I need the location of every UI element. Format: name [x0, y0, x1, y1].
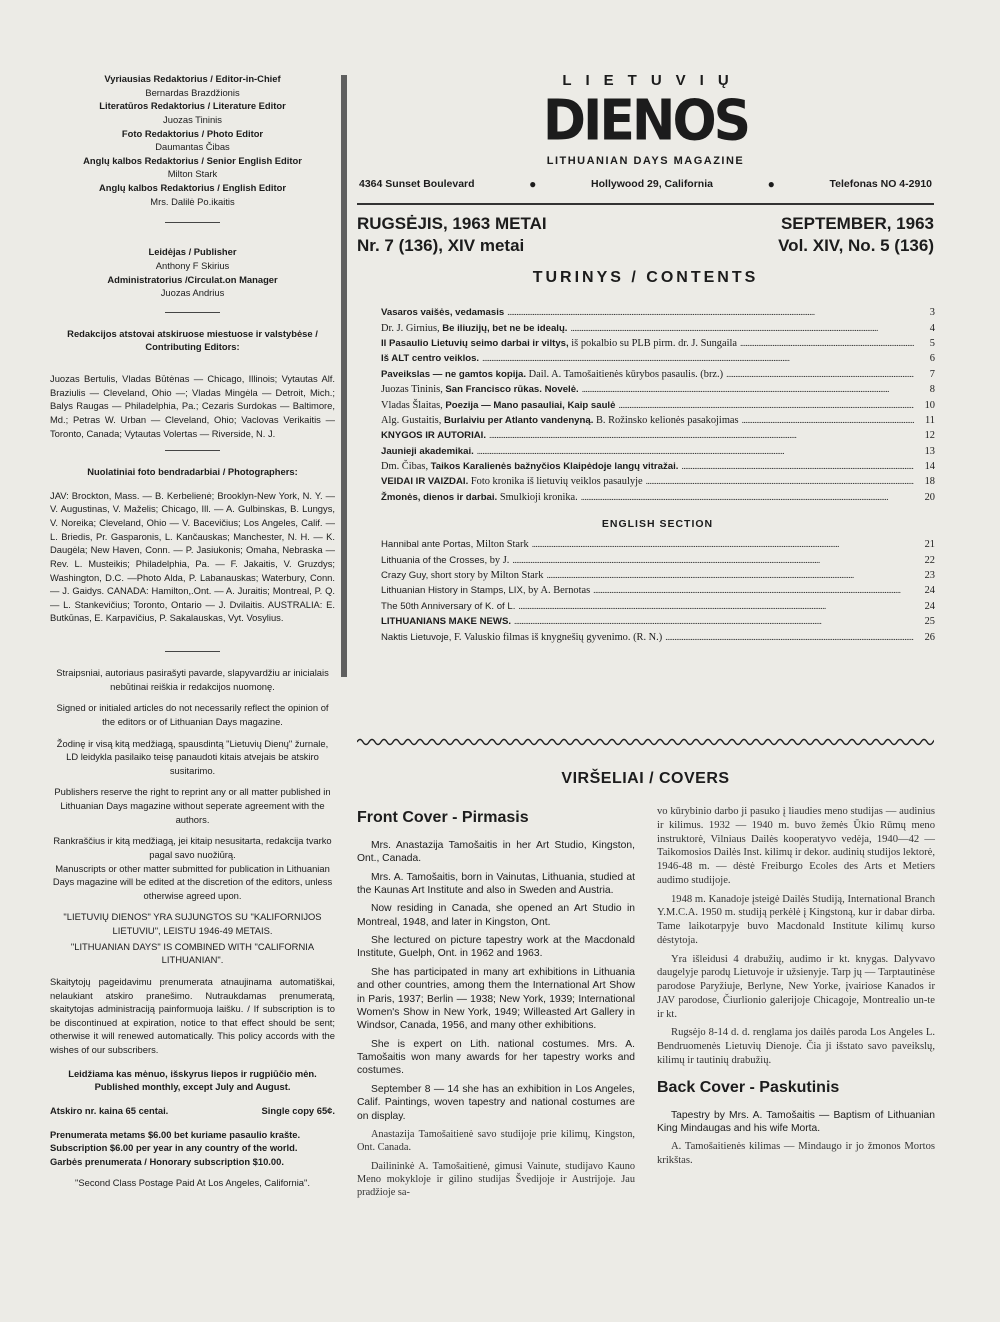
toc-entry[interactable] [381, 369, 935, 384]
toc-page: 4 [929, 322, 935, 334]
notice-en-reprint: Publishers reserve the right to reprint any or all matter published in Lithuanian Days magazine without seperate agreement with the authors. [54, 786, 331, 825]
toc-title: Iš ALT centro veiklos. [381, 353, 480, 365]
toc-page: 8 [929, 384, 935, 396]
toc-leader [482, 353, 914, 364]
toc-leader [665, 632, 914, 643]
front-cover-paragraph: She has participated in many art exhibitions in Lithuania and other countries, among them the International Art Show in Paris, 1937; Berlin — 1938; New York, 1939; International Women's Show in New York, 1949; Willeasted Art Gallery in Windsor, Canada, 1956, and many other exhibitions. [357, 966, 635, 1032]
staff-name: Juozas Tininis [163, 113, 222, 125]
price-en: Single copy 65¢. [261, 1104, 335, 1116]
toc-title: Hannibal ante Portas, [381, 539, 474, 551]
staff-name: Daumantas Čibas [155, 141, 230, 153]
front-cover-column [357, 808, 635, 1205]
toc-title: Crazy Guy, [381, 570, 429, 582]
toc-page: 6 [929, 353, 935, 365]
issue-number-lt: Nr. 7 (136), XIV metai [357, 236, 525, 256]
toc-title: Lithuanian History in Stamps, LIX, [381, 585, 526, 597]
toc-leader [512, 555, 914, 566]
back-cover-caption-lt: A. Tamošaitienės kilimas — Mindaugo ir jo žmonos Mortos krikštas. [657, 1141, 935, 1167]
cover-description-column [657, 805, 935, 1173]
toc-entry[interactable] [381, 492, 935, 507]
notice-lt-reprint: Žodinę ir visą kitą medžiagą, spausdintą "Lietuvių Dienų" žurnale, LD leidykla pasilaiko teisę panaudoti kitais atvejais be atskiro susitarimo. [56, 737, 329, 776]
toc-detail: F. Valuskio filmas iš knygnešių gyvenimo. (R. N.) [451, 631, 663, 643]
toc-entry[interactable] [381, 430, 935, 445]
cover-paragraph-lt: vo kūrybinio darbo ji pasuko į liaudies meno studijas — audinius ir kilimus. 1932 — 1940 m. buvo žemės Ūkio Rūmų meno instruktorė, Vilniaus Dailės kooperatyvo vedėja, 1940—42 — Taikomosios Dailės Inst. kilimų ir dekor. audinių studijos lektorė, 1946-48 m. — dėstė Freiburgo Ecoles des Arts et Metiers audimo studijoje. [657, 806, 935, 886]
staff-role: Foto Redaktorius / Photo Editor [121, 127, 264, 139]
price-lt: Atskiro nr. kaina 65 centai. [50, 1104, 169, 1116]
notice-lt-manuscripts: Rankraščius ir kitą medžiagą, jei kitaip nesusitarta, redakcija tvarko pagal savo nuožiūrą. [53, 835, 332, 860]
toc-detail: short story by Milton Stark [428, 570, 544, 582]
toc-detail: by J. [487, 554, 510, 566]
toc-page: 24 [924, 600, 935, 612]
toc-entry[interactable] [381, 476, 935, 491]
toc-leader [582, 384, 914, 395]
toc-leader [507, 307, 914, 318]
toc-entry[interactable] [381, 585, 935, 600]
toc-leader [742, 415, 914, 426]
toc-leader [740, 338, 914, 349]
toc-title: Taikos Karalienės bažnyčios Klaipėdoje langų vitražai. [430, 461, 679, 473]
toc-page: 11 [924, 414, 935, 426]
toc-entry[interactable] [381, 446, 935, 461]
front-cover-paragraph-lt: Dailininkė A. Tamošaitienė, gimusi Vainute, studijavo Kauno Meno mokykloje ir gilino studijas Švedijoje ir Austrijoje. Jau pradžioje sa- [357, 1160, 635, 1199]
contributing-editors-heading: Redakcijos atstovai atskiruose miestuose ir valstybėse / Contributing Editors: [67, 327, 318, 353]
covers-title: VIRŠELIAI / COVERS [561, 770, 730, 787]
phone-number: Telefonas NO 4-2910 [829, 178, 932, 190]
notice-publication-schedule: Leidžiama kas mėnuo, išskyrus liepos ir rugpiūčio mėn. Published monthly, except July and August. [68, 1067, 317, 1093]
staff-name: Juozas Andrius [160, 287, 225, 299]
issue-number-en: Vol. XIV, No. 5 (136) [778, 236, 934, 256]
staff-name: Bernardas Brazdžionis [145, 86, 240, 98]
notice-en-signed: Signed or initialed articles do not necessarily reflect the opinion of the editors or of Lithuanian Days magazine. [56, 702, 329, 727]
cover-paragraph-lt: Yra išleidusi 4 drabužių, audimo ir kt. knygas. Dalyvavo daugelyje parodų Lietuvoje ir užsienyje. Tarp jų — Tarptautinėse parodose Paryžiuje, Berlyne, New Yorke, įvairiose Kanados ir JAV parodose, Čiurlionio galerijoje Chicagoje, Montrealio un-te ir kt. [657, 953, 935, 1020]
masthead-column [50, 72, 335, 1190]
toc-detail: Foto kronika iš lietuvių veiklos pasaulyje [468, 476, 643, 488]
staff-role: Leidėjas / Publisher [148, 246, 237, 258]
toc-leader [593, 585, 914, 596]
english-section-heading: ENGLISH SECTION [601, 518, 714, 531]
back-cover-heading: Back Cover - Paskutinis [657, 1078, 840, 1096]
toc-title: Paveikslas — ne gamtos kopija. [381, 368, 527, 380]
toc-page: 5 [929, 337, 935, 349]
toc-title: Be iliuzijų, bet ne be idealų. [442, 322, 568, 334]
toc-entry[interactable] [381, 555, 935, 570]
front-cover-caption: Mrs. Anastazija Tamošaitis in her Art Studio, Kingston, Ont., Canada. [357, 839, 635, 865]
toc-entry[interactable] [381, 461, 935, 476]
issue-date-en: SEPTEMBER, 1963 [780, 214, 934, 233]
toc-leader [518, 601, 914, 612]
front-cover-paragraph: September 8 — 14 she has an exhibition in Los Angeles, Calif. Paintings, woven tapestry and national costumes are on display. [357, 1083, 635, 1122]
toc-entry[interactable] [381, 539, 935, 554]
back-cover-caption: Tapestry by Mrs. A. Tamošaitis — Baptism of Lithuanian King Mindaugas and his wife Morta. [657, 1109, 935, 1134]
toc-leader [546, 570, 914, 581]
staff-role: Anglų kalbos Redaktorius / English Editor [98, 182, 286, 193]
contents-column [357, 72, 934, 647]
divider [165, 312, 220, 313]
toc-entry[interactable] [381, 415, 935, 430]
toc-detail: by A. Bernotas [525, 585, 591, 597]
toc-entry[interactable] [381, 632, 935, 647]
address-street: 4364 Sunset Boulevard [359, 178, 475, 190]
toc-title: II Pasaulio Lietuvių seimo darbai ir viltys, [381, 337, 569, 349]
toc-leader [646, 476, 914, 487]
toc-page: 3 [929, 307, 935, 319]
toc-page: 7 [929, 368, 935, 380]
cover-paragraph-lt: Rugsėjo 8-14 d. d. renglama jos dailės paroda Los Angeles L. Bendruomenės Lietuvių Dienoje. Čia ji išstato savo paveikslų, kilimų ir tautinių drabužių. [657, 1027, 935, 1067]
toc-entry[interactable] [381, 323, 935, 338]
cover-paragraph-lt: 1948 m. Kanadoje įsteigė Dailės Studiją, International Branch Y.M.C.A. 1950 m. studiją perkėlė į Kingstoną, kur ir dabar dirba. Tame laikotarpyje buvo Macdonald Institute kilimų kurso dėstytoja. [657, 893, 935, 946]
subscription-lt: Prenumerata metams $6.00 bet kuriame pasaulio krašte. [50, 1128, 301, 1140]
toc-page: 12 [924, 430, 935, 442]
bullet-icon: ● [767, 177, 775, 191]
toc-author: Juozas Tininis, [381, 384, 446, 396]
toc-page: 23 [924, 570, 935, 582]
toc-page: 25 [924, 616, 935, 628]
staff-role: Administratorius /Circulat.on Manager [107, 273, 278, 285]
front-cover-heading: Front Cover - Pirmasis [357, 809, 529, 826]
magazine-logo [357, 72, 934, 167]
toc-title: Lithuania of the Crosses, [381, 554, 488, 566]
toc-entry[interactable] [381, 601, 935, 616]
toc-title: San Francisco rūkas. Novelė. [445, 384, 579, 396]
toc-page: 24 [924, 585, 935, 597]
staff-name: Milton Stark [167, 168, 218, 180]
front-cover-paragraph: Now residing in Canada, she opened an Art Studio in Montreal, 1948, and later in Kingston, Ont. [357, 903, 635, 928]
staff-role: Anglų kalbos Redaktorius / Senior English Editor [83, 154, 302, 166]
publisher-staff [50, 245, 335, 300]
wavy-divider [357, 736, 934, 748]
issue-date-lt: RUGSĖJIS, 1963 METAI [357, 214, 547, 233]
toc-entry[interactable] [381, 384, 935, 399]
front-cover-paragraph: Mrs. A. Tamošaitis, born in Vainutas, Lithuania, studied at the Kaunas Art Institute and also in Sweden and Austria. [357, 871, 635, 896]
toc-entry[interactable] [381, 353, 935, 368]
table-of-contents [381, 307, 935, 507]
toc-entry[interactable] [381, 338, 935, 353]
toc-title: Naktis Lietuvoje, [381, 631, 452, 643]
toc-title: Jaunieji akademikai. [381, 445, 474, 457]
notice-en-combined: "LITHUANIAN DAYS" IS COMBINED WITH "CALIFORNIA LITHUANIAN". [70, 940, 315, 966]
toc-detail: Dail. A. Tamošaitienės kūrybos pasaulis. (brz.) [526, 368, 724, 380]
photographers-text: JAV: Brockton, Mass. — B. Kerbelienė; Brooklyn-New York, N. Y. — V. Augustinas, V. Maželis; Chicago, Ill. — A. Gulbinskas, B. Lungys, V. Noreika; Cleveland, Ohio — V. Bacevičius; Los Angeles, Calif. — L. Briedis, Pr. Gasparonis, L. Kančauskas; Manchester, N. H. — K. Daugėla; New Haven, Conn. — P. Jasiukonis; Omaha, Nebraska — Rev. L. Musteikis; Philadelphia, Pa. — F. Jakaitis, V. Gruzdys; Washington, D.C. —Photo Alda, P. Labanauskas; Waterbury, Conn. — J. Gaidys. CANADA: Hamilton,.Ont. — A. Juraitis; Montreal, P. Q. — L. Stankevičius; Toronto, Ontario — J. Dvilaitis. AUSTRALIA: E. Butkūnas, E. Karpavičius, P. Sakalauskas, Vyt. Vosylius. [50, 489, 335, 624]
toc-author: Alg. Gustaitis, [381, 414, 444, 426]
toc-title: LITHUANIANS MAKE NEWS. [381, 616, 512, 628]
bullet-icon: ● [529, 177, 537, 191]
divider [357, 203, 934, 205]
toc-title: KNYGOS IR AUTORIAI. [381, 430, 487, 442]
toc-title: Poezija — Mano pasauliai, Kaip saulė [445, 399, 616, 411]
toc-author: Dr. J. Girnius, [381, 322, 443, 334]
toc-entry[interactable] [381, 616, 935, 631]
toc-leader [618, 400, 914, 411]
toc-title: Burlaiviu per Atlanto vandenyną. [443, 414, 594, 426]
contributing-editors-text: Juozas Bertulis, Vladas Būtėnas — Chicago, Illinois; Vytautas Alf. Braziulis — Cleveland, Ohio —; Vladas Mingėla — Detroit, Mich.; Balys Raugas — Philadelphia, Pa.; Cezaris Surdokas — Baltimore, Md.; Petras W. Urban — Cleveland, Ohio; Vaclovas Verikaitis — Toronto, Canada; Vytautas Volertas — Riverside, N. J. [50, 373, 335, 439]
toc-leader [489, 430, 914, 441]
subscription-en: Subscription $6.00 per year in any country of the world. [50, 1142, 298, 1154]
toc-detail: B. Rožinsko kelionės pasakojimas [593, 414, 739, 426]
logo-title: DIENOS [542, 88, 749, 154]
toc-leader [514, 616, 914, 627]
english-contents [381, 539, 935, 647]
postage-note: "Second Class Postage Paid At Los Angeles, California". [75, 1177, 310, 1189]
notice-subscription-renewal: Skaitytojų pageidavimu prenumerata atnaujinama automatiškai, nelaukiant atskiro pranešimo. Nutraukdamas prenumeratą, skaitytojas administraciją painformuoja laišku. / If subscription is to be discontinued at expiration, notice to that effect should be sent; otherwise it will renewed automatically. This policy accords with the wishes of our subscribers. [50, 975, 335, 1055]
divider [165, 651, 220, 652]
toc-detail: Milton Stark [473, 539, 529, 551]
logo-subtitle: LITHUANIAN DAYS MAGAZINE [546, 155, 745, 167]
toc-leader [477, 446, 914, 457]
contents-title: TURINYS / CONTENTS [532, 269, 759, 287]
staff-role: Literatūros Redaktorius / Literature Editor [99, 100, 286, 112]
toc-detail: Smulkioji kronika. [497, 491, 578, 503]
toc-title: VEIDAI IR VAIZDAI. [381, 476, 469, 488]
issue-info [357, 213, 934, 257]
address-city: Hollywood 29, California [591, 178, 713, 190]
editorial-staff [50, 72, 335, 208]
toc-page: 20 [924, 491, 935, 503]
divider [165, 450, 220, 451]
toc-page: 13 [924, 445, 935, 457]
toc-entry[interactable] [381, 307, 935, 322]
front-cover-paragraph: She lectured on picture tapestry work at the Macdonald Institute, Guelph, Ont. in 1962 and 1963. [357, 935, 635, 960]
notice-lt-signed: Straipsniai, autoriaus pasirašyti pavarde, slapyvardžiu ar inicialais nebūtinai reiškia ir redakcijos nuomonę. [56, 667, 329, 692]
toc-title: Vasaros vaišės, vedamasis [381, 307, 505, 319]
price-row [50, 1104, 335, 1118]
toc-author: Vladas Šlaitas, [381, 399, 446, 411]
toc-leader [532, 539, 914, 550]
toc-page: 14 [924, 461, 935, 473]
subscription-block [50, 1128, 335, 1169]
toc-page: 22 [924, 554, 935, 566]
toc-page: 21 [924, 539, 935, 551]
toc-leader [681, 461, 914, 472]
logo-top-word: LIETUVIŲ [562, 72, 743, 89]
vertical-rule [341, 75, 347, 677]
subscription-honorary: Garbės prenumerata / Honorary subscription $10.00. [50, 1155, 284, 1167]
toc-leader [570, 323, 914, 334]
toc-title: The 50th Anniversary of K. of L. [381, 600, 516, 612]
toc-entry[interactable] [381, 400, 935, 415]
toc-title: Žmonės, dienos ir darbai. [381, 491, 498, 503]
toc-entry[interactable] [381, 570, 935, 585]
front-cover-paragraph-lt: Anastazija Tamošaitienė savo studijoje prie kilimų, Kingston, Ont. Canada. [357, 1128, 635, 1154]
notice-en-manuscripts: Manuscripts or other matter submitted for publication in Lithuanian Days magazine will be edited at the discretion of the editors, unless otherwise agreed upon. [52, 862, 333, 901]
address-row [357, 177, 934, 191]
front-cover-paragraph: She is expert on Lith. national costumes. Mrs. A. Tamošaitis won many awards for her tapestry works and costumes. [357, 1038, 635, 1077]
toc-leader [581, 492, 914, 503]
staff-role: Vyriausias Redaktorius / Editor-in-Chief [104, 73, 281, 84]
toc-page: 18 [924, 476, 935, 488]
toc-page: 26 [924, 631, 935, 643]
staff-name: Anthony F Skirius [155, 259, 230, 271]
photographers-heading: Nuolatiniai foto bendradarbiai / Photographers: [87, 466, 298, 478]
toc-detail: iš pokalbio su PLB pirm. dr. J. Sungaila [568, 337, 737, 349]
divider [165, 222, 220, 223]
toc-page: 10 [924, 399, 935, 411]
toc-author: Dm. Čibas, [381, 461, 431, 473]
notice-lt-combined: "LIETUVIŲ DIENOS" YRA SUJUNGTOS SU "KALIFORNIJOS LIETUVIU", LEISTU 1946-49 METAIS. [63, 911, 322, 936]
toc-leader [726, 369, 914, 380]
staff-name: Mrs. Dalilė Po.ikaitis [150, 195, 235, 207]
